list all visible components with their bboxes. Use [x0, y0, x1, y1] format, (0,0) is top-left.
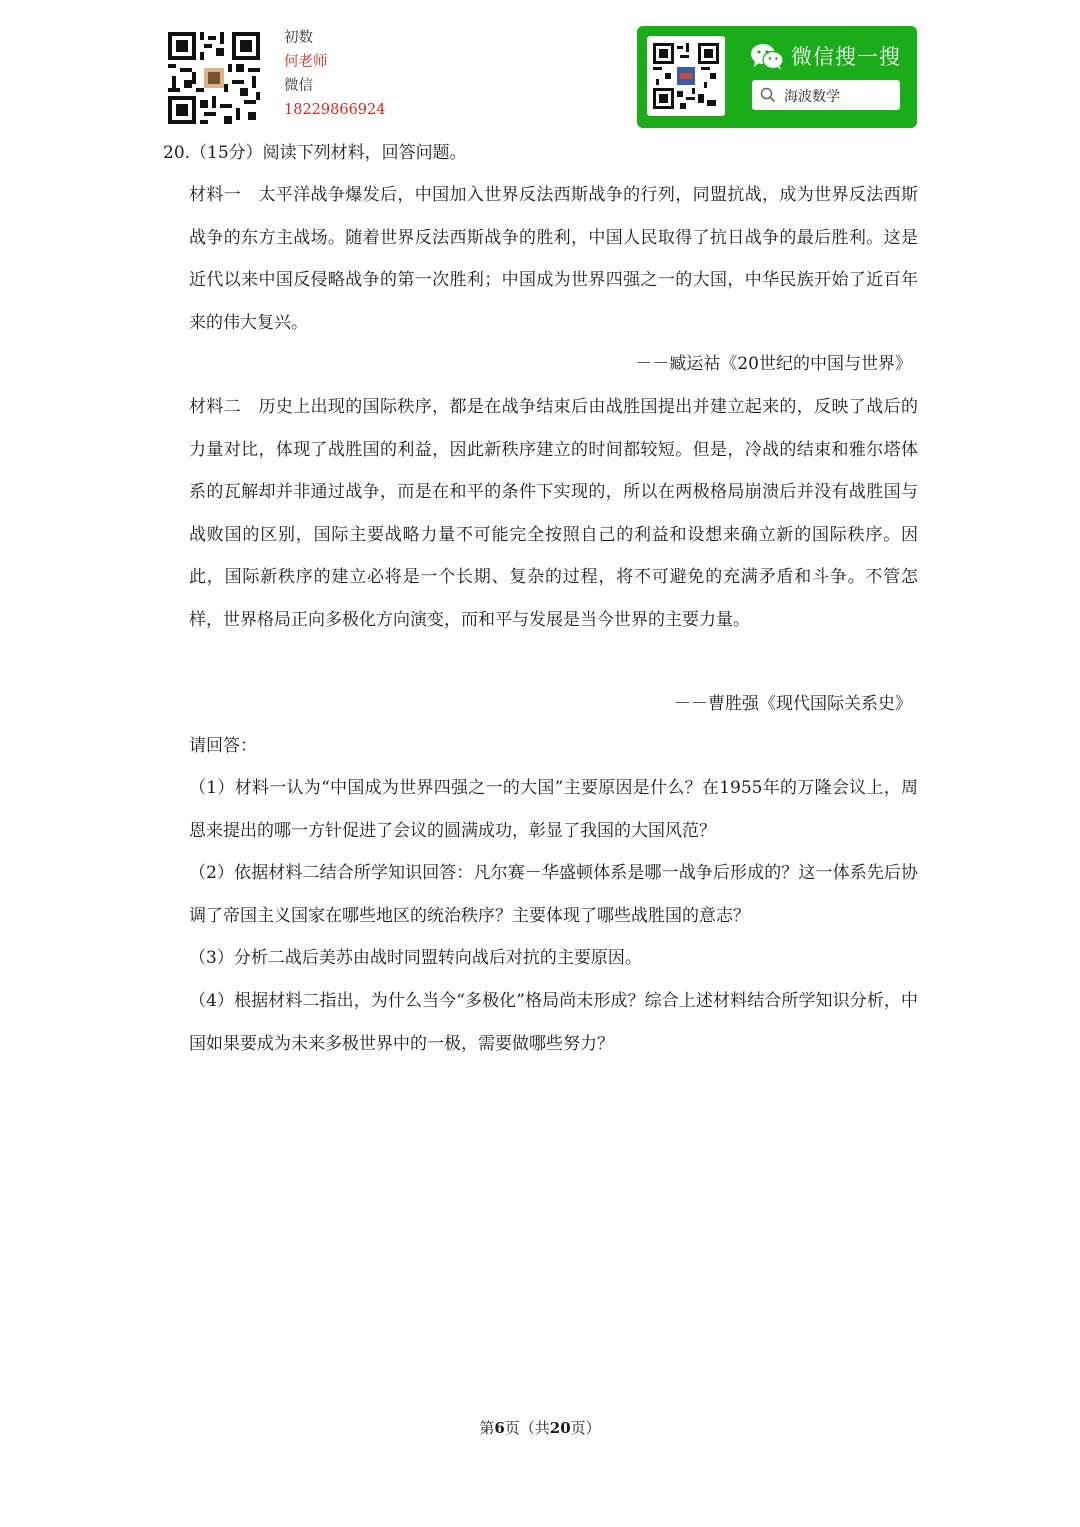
search-icon: [760, 87, 776, 103]
contact-wechat-label: 微信: [284, 78, 313, 94]
wechat-search-banner: [637, 26, 917, 128]
question-title: 20.（15分）阅读下列材料，回答问题。: [163, 143, 467, 163]
page-suffix: 页）: [570, 1419, 601, 1437]
page-prefix: 第: [479, 1419, 495, 1437]
contact-qr-code: [168, 32, 260, 124]
sub-question-4: （4）根据材料二指出，为什么当今“多极化”格局尚未形成？综合上述材料结合所学知识分析，中国如果要成为未来多极世界中的一极，需要做哪些努力？: [189, 991, 918, 1054]
sub-question-3: （3）分析二战后美苏由战时同盟转向战后对抗的主要原因。: [189, 948, 642, 968]
answer-prompt: 请回答：: [189, 736, 257, 756]
contact-info: [284, 26, 385, 122]
wechat-search-text: 海波数学: [784, 89, 840, 105]
wechat-qr-code: [647, 36, 725, 116]
contact-subject: 初数: [284, 30, 313, 46]
material-two: 材料二 历史上出现的国际秩序，都是在战争结束后由战胜国提出并建立起来的，反映了战后的力量对比，体现了战胜国的利益，因此新秩序建立的时间都较短。但是，冷战的结束和雅尔塔体系的瓦解却并非通过战争，而是在和平的条件下实现的，所以在两极格局崩溃后并没有战胜国与战败国的区别，国际主要战略力量不可能完全按照自己的利益和设想来确立新的国际秩序。因此，国际新秩序的建立必将是一个长期、复杂的过程，将不可避免的充满矛盾和斗争。不管怎样，世界格局正向多极化方向演变，而和平与发展是当今世界的主要力量。: [189, 397, 918, 630]
material-two-source: －－曹胜强《现代国际关系史》: [674, 694, 912, 714]
sub-question-2: （2）依据材料二结合所学知识回答：凡尔赛－华盛顿体系是哪一战争后形成的？这一体系先后协调了帝国主义国家在哪些地区的统治秩序？主要体现了哪些战胜国的意志？: [189, 863, 918, 926]
contact-phone: 18229866924: [284, 102, 386, 118]
page-middle: 页（共: [504, 1419, 550, 1437]
page-total: 20: [549, 1419, 571, 1437]
material-one: 材料一 太平洋战争爆发后，中国加入世界反法西斯战争的行列，同盟抗战，成为世界反法西斯战争的东方主战场。随着世界反法西斯战争的胜利，中国人民取得了抗日战争的最后胜利。这是近代以来中国反侵略战争的第一次胜利；中国成为世界四强之一的大国，中华民族开始了近百年来的伟大复兴。: [189, 185, 918, 333]
material-one-source: －－臧运祜《20世纪的中国与世界》: [635, 354, 912, 374]
sub-question-1: （1）材料一认为“中国成为世界四强之一的大国”主要原因是什么？在1955年的万隆会议上，周恩来提出的哪一方针促进了会议的圆满成功，彰显了我国的大国风范？: [189, 778, 918, 841]
contact-name: 何老师: [284, 54, 328, 70]
wechat-logo-icon: [750, 43, 784, 71]
wechat-search-title: 微信搜一搜: [791, 45, 901, 69]
page-number: 6: [494, 1419, 505, 1437]
page-footer: [0, 1416, 1080, 1440]
wechat-search-box: [752, 80, 900, 110]
